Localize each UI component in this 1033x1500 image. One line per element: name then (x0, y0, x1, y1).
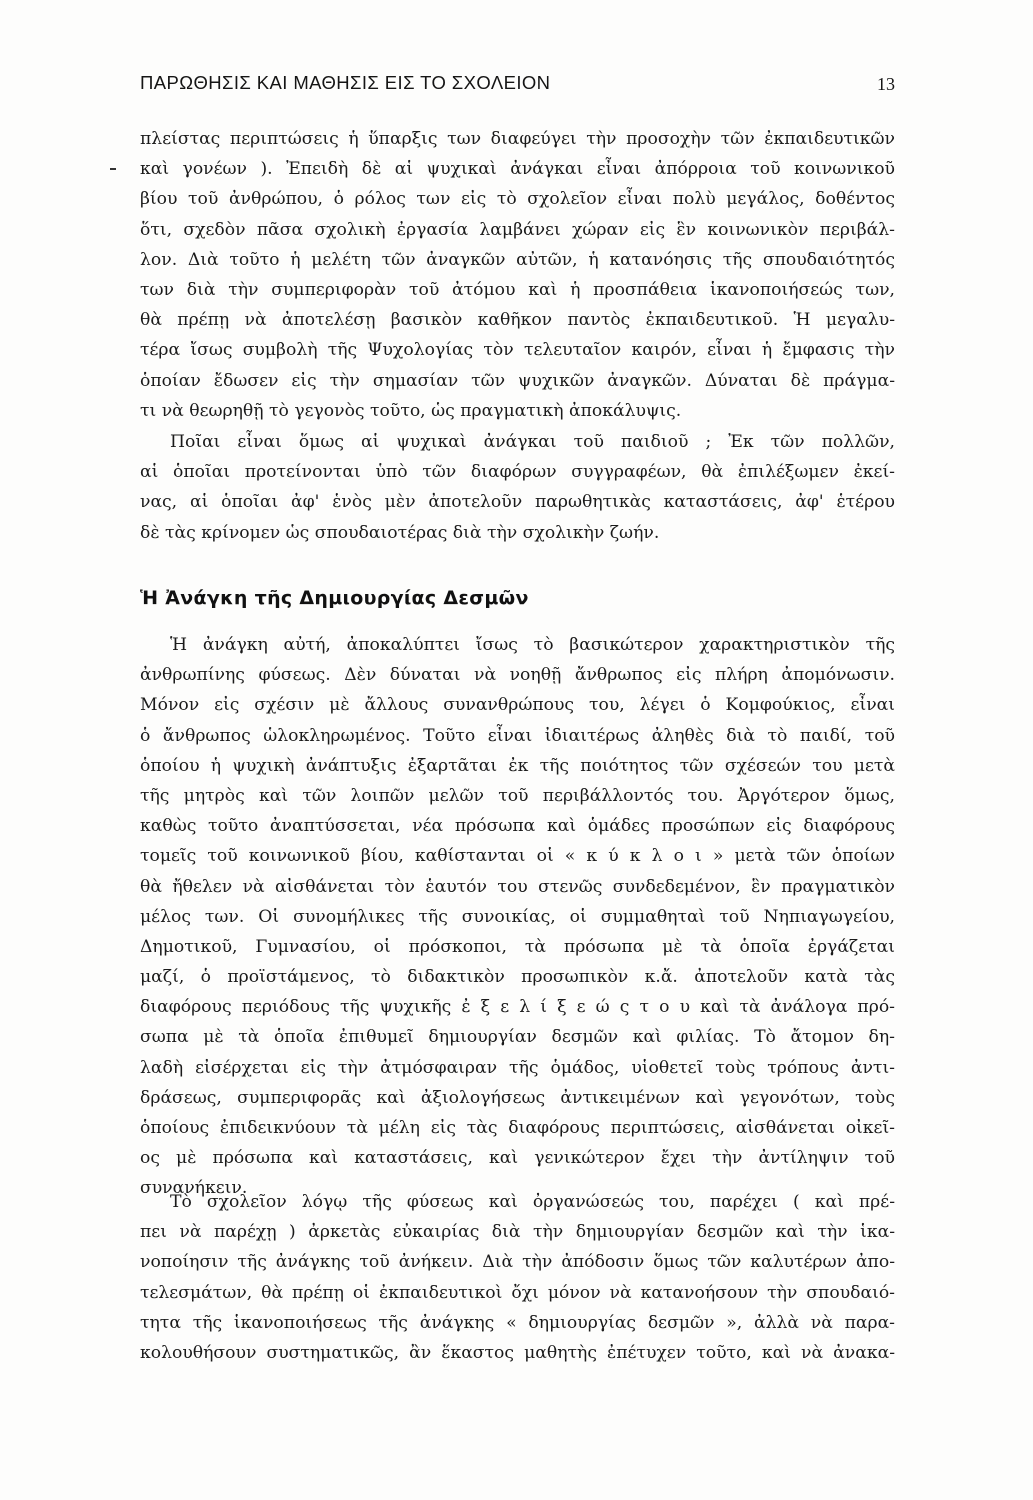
text-line: καὶ γονέων ). Ἐπειδὴ δὲ αἱ ψυχικαὶ ἀνάγκαι εἶναι ἀπόρροια τοῦ κοινωνικοῦ (140, 159, 895, 180)
text-line: λον. Διὰ τοῦτο ἡ μελέτη τῶν ἀναγκῶν αὐτῶν, ἡ κατανόησις τῆς σπουδαιότητός (140, 249, 895, 270)
text-line: ὅτι, σχεδὸν πᾶσα σχολικὴ ἐργασία λαμβάνει χώραν εἰς ἓν κοινωνικὸν περιβάλ- (140, 219, 895, 240)
text-line: Τὸ σχολεῖον λόγῳ τῆς φύσεως καὶ ὀργανώσεώς του, παρέχει ( καὶ πρέ- (170, 1192, 895, 1212)
text-line: ἀνθρωπίνης φύσεως. Δὲν δύναται νὰ νοηθῇ ἄνθρωπος εἰς πλήρη ἀπομόνωσιν. (140, 665, 895, 686)
text-line: ὁ ἄνθρωπος ὡλοκληρωμένος. Τοῦτο εἶναι ἰδιαιτέρως ἀληθὲς διὰ τὸ παιδί, τοῦ (140, 725, 895, 746)
text-line: Ποῖαι εἶναι ὅμως αἱ ψυχικαὶ ἀνάγκαι τοῦ παιδιοῦ ; Ἐκ τῶν πολλῶν, (170, 432, 895, 452)
text-line: διαφόρους περιόδους τῆς ψυχικῆς ἐ ξ ε λ ί ξ ε ώ ς τ ο υ καὶ τὰ ἀνάλογα πρό- (140, 997, 895, 1018)
text-line: τῆς μητρὸς καὶ τῶν λοιπῶν μελῶν τοῦ περιβάλλοντός του. Ἀργότερον ὅμως, (140, 785, 895, 806)
text-line: συνανήκειν. (140, 1178, 248, 1199)
text-line: σωπα μὲ τὰ ὁποῖα ἐπιθυμεῖ δημιουργίαν δεσμῶν καὶ φιλίας. Τὸ ἄτομον δη- (140, 1027, 895, 1048)
text-line: αἱ ὁποῖαι προτείνονται ὑπὸ τῶν διαφόρων συγγραφέων, θὰ ἐπιλέξωμεν ἐκεί- (140, 462, 895, 483)
running-head (140, 72, 895, 102)
text-line: τέρα ἴσως συμβολὴ τῆς Ψυχολογίας τὸν τελευταῖον καιρόν, εἶναι ἡ ἔμφασις τὴν (140, 340, 895, 361)
running-title: ΠΑΡΩΘΗΣΙΣ ΚΑΙ ΜΑΘΗΣΙΣ ΕΙΣ ΤΟ ΣΧΟΛΕΙΟΝ (140, 72, 551, 93)
text-line: των διὰ τὴν συμπεριφορὰν τοῦ ἀτόμου καὶ ἡ προσπάθεια ἱκανοποιήσεώς των, (140, 279, 895, 300)
text-line: ὁποίους ἐπιδεικνύουν τὰ μέλη εἰς τὰς διαφόρους περιπτώσεις, αἰσθάνεται οἰκεῖ- (140, 1118, 895, 1138)
margin-mark (110, 168, 116, 170)
text-line: μέλος των. Οἱ συνομήλικες τῆς συνοικίας, οἱ συμμαθηταὶ τοῦ Νηπιαγωγείου, (140, 906, 895, 927)
text-line: τομεῖς τοῦ κοινωνικοῦ βίου, καθίστανται οἱ « κ ύ κ λ ο ι » μετὰ τῶν ὁποίων (140, 846, 895, 867)
text-line: νας, αἱ ὁποῖαι ἀφ' ἑνὸς μὲν ἀποτελοῦν παρωθητικὰς καταστάσεις, ἀφ' ἑτέρου (140, 492, 895, 513)
text-line: λαδὴ εἰσέρχεται εἰς τὴν ἀτμόσφαιραν τῆς ὁμάδος, υἱοθετεῖ τοὺς τρόπους ἀντι- (140, 1057, 895, 1078)
paragraph-4 (140, 1187, 895, 1368)
section-heading: Ἡ Ἀνάγκη τῆς Δημιουργίας Δεσμῶν (140, 587, 529, 609)
page-number: 13 (877, 74, 895, 94)
text-line: καθὼς τοῦτο ἀναπτύσσεται, νέα πρόσωπα καὶ ὁμάδες προσώπων εἰς διαφόρους (140, 816, 895, 837)
text-line: Ἡ ἀνάγκη αὐτή, ἀποκαλύπτει ἴσως τὸ βασικώτερον χαρακτηριστικὸν τῆς (170, 635, 895, 655)
text-line: τελεσμάτων, θὰ πρέπῃ οἱ ἐκπαιδευτικοὶ ὄχι μόνον νὰ κατανοήσουν τὴν σπουδαιό- (140, 1282, 895, 1303)
text-line: πλείστας περιπτώσεις ἡ ὕπαρξις των διαφεύγει τὴν προσοχὴν τῶν ἐκπαιδευτικῶν (140, 129, 895, 149)
text-line: κολουθήσουν συστηματικῶς, ἂν ἕκαστος μαθητὴς ἐπέτυχεν τοῦτο, καὶ νὰ ἀνακα- (140, 1342, 895, 1363)
text-line: δράσεως, συμπεριφορᾶς καὶ ἀξιολογήσεως ἀντικειμένων καὶ γεγονότων, τοὺς (140, 1087, 895, 1108)
text-line: Μόνον εἰς σχέσιν μὲ ἄλλους συνανθρώπους του, λέγει ὁ Κομφούκιος, εἶναι (140, 695, 895, 716)
text-line: θὰ ἤθελεν νὰ αἰσθάνεται τὸν ἑαυτόν του στενῶς συνδεδεμένον, ἓν πραγματικὸν (140, 876, 895, 897)
text-line: τι νὰ θεωρηθῇ τὸ γεγονὸς τοῦτο, ὡς πραγματικὴ ἀποκάλυψις. (140, 400, 682, 421)
text-line: ος μὲ πρόσωπα καὶ καταστάσεις, καὶ γενικώτερον ἔχει τὴν ἀντίληψιν τοῦ (140, 1148, 895, 1169)
text-line: τητα τῆς ἱκανοποιήσεως τῆς ἀνάγκης « δημιουργίας δεσμῶν », ἀλλὰ νὰ παρα- (140, 1312, 895, 1333)
text-line: ὁποίου ἡ ψυχικὴ ἀνάπτυξις ἐξαρτᾶται ἐκ τῆς ποιότητος τῶν σχέσεών του μετὰ (140, 755, 895, 776)
text-line: νοποίησιν τῆς ἀνάγκης τοῦ ἀνήκειν. Διὰ τὴν ἀπόδοσιν ὅμως τῶν καλυτέρων ἀπο- (140, 1252, 895, 1273)
paragraph-3 (140, 630, 895, 1204)
text-line: Δημοτικοῦ, Γυμνασίου, οἱ πρόσκοποι, τὰ πρόσωπα μὲ τὰ ὁποῖα ἐργάζεται (140, 936, 895, 957)
text-line: θὰ πρέπῃ νὰ ἀποτελέσῃ βασικὸν καθῆκον παντὸς ἐκπαιδευτικοῦ. Ἡ μεγαλυ- (140, 310, 895, 331)
paragraph-1 (140, 124, 895, 426)
text-line: ὁποίαν ἔδωσεν εἰς τὴν σημασίαν τῶν ψυχικῶν ἀναγκῶν. Δύναται δὲ πράγμα- (140, 370, 895, 391)
text-line: βίου τοῦ ἀνθρώπου, ὁ ρόλος των εἰς τὸ σχολεῖον εἶναι πολὺ μεγάλος, δοθέντος (140, 189, 895, 210)
text-line: δὲ τὰς κρίνομεν ὡς σπουδαιοτέρας διὰ τὴν σχολικὴν ζωήν. (140, 522, 660, 543)
text-line: μαζί, ὁ προϊστάμενος, τὸ διδακτικὸν προσωπικὸν κ.ἄ. ἀποτελοῦν κατὰ τὰς (140, 967, 895, 988)
paragraph-2 (140, 427, 895, 548)
text-line: πει νὰ παρέχῃ ) ἀρκετὰς εὐκαιρίας διὰ τὴν δημιουργίαν δεσμῶν καὶ τὴν ἱκα- (140, 1222, 895, 1243)
